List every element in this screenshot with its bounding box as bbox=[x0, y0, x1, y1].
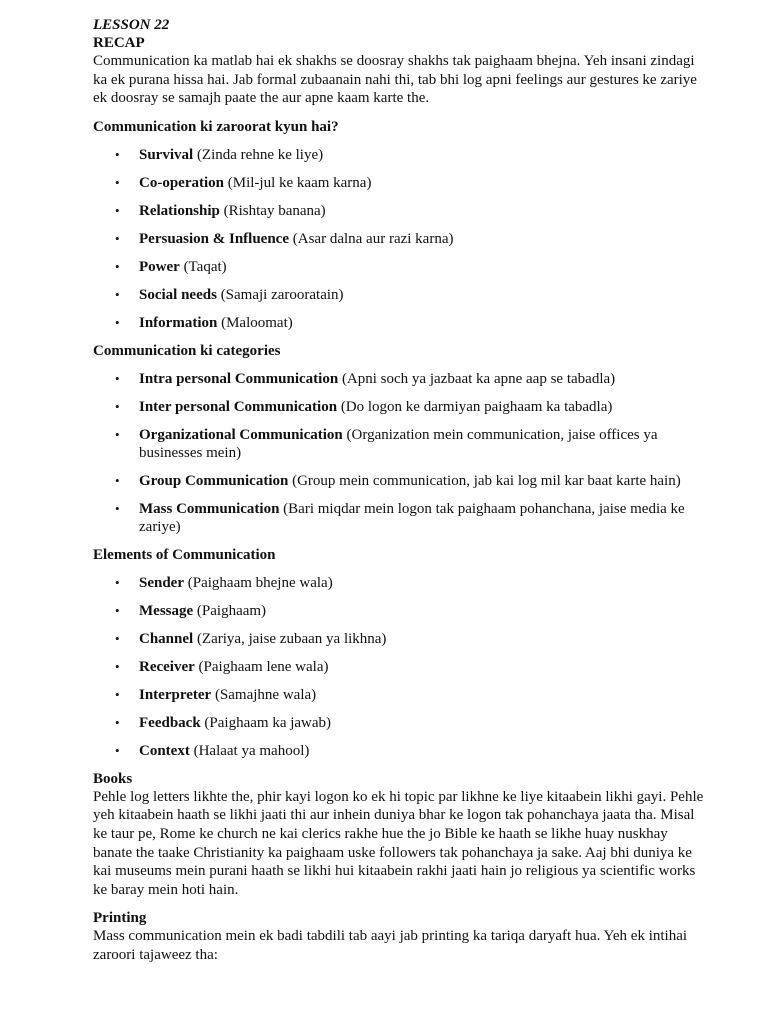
list-item-desc: (Zariya, jaise zubaan ya likhna) bbox=[193, 630, 387, 647]
need-list bbox=[93, 146, 708, 332]
books-paragraph: Pehle log letters likhte the, phir kayi logon ko ek hi topic par likhne ke liye kitaabein likhi gayi. Pehle yeh kitaabein haath se likhi jaati thi aur inhein duniya bhar ke logon tak pohanchaya jaata tha. Misal ke taur pe, Rome ke church ne kai clerics rakhe hue the jo Bible ke haath se likhe huay nuskhay banate the taake Christianity ka paighaam uske followers tak pohanchaya ja sake. Aaj bhi duniya ke kai museums mein purani haath se likhi hui kitaabein rakhi jaati hain jo religious ya scientific works ke baray mein hoti hain. bbox=[93, 788, 704, 898]
list-item bbox=[93, 258, 708, 276]
list-item bbox=[93, 230, 708, 248]
list-item-desc: (Paighaam) bbox=[193, 602, 267, 619]
list-item-term: Receiver bbox=[139, 658, 195, 675]
categories-heading: Communication ki categories bbox=[93, 342, 281, 359]
list-item bbox=[93, 174, 708, 192]
list-item-desc: (Zinda rehne ke liye) bbox=[193, 146, 324, 163]
list-item-term: Survival bbox=[139, 146, 194, 163]
bullet-icon: • bbox=[115, 742, 120, 758]
bullet-icon: • bbox=[115, 286, 120, 302]
printing-paragraph: Mass communication mein ek badi tabdili tab aayi jab printing ka tariqa daryaft hua. Yeh ek intihai zaroori tajaweez tha: bbox=[93, 928, 688, 963]
recap-paragraph: Communication ka matlab hai ek shakhs se doosray shakhs tak paighaam bhejna. Yeh insani zindagi ka ek purana hissa hai. Jab formal zubaanain nahi thi, tab bhi log apni feelings aur gestures ke zariye ek doosray se samajh paate the aur apne kaam karte the. bbox=[93, 53, 697, 107]
list-item bbox=[93, 398, 708, 416]
list-item-desc: (Taqat) bbox=[179, 258, 227, 275]
list-item bbox=[93, 146, 708, 164]
list-item-desc: (Mil-jul ke kaam karna) bbox=[224, 174, 372, 191]
bullet-icon: • bbox=[115, 258, 120, 274]
list-item bbox=[93, 500, 708, 536]
list-item-term: Information bbox=[139, 314, 218, 331]
list-item-desc: (Samajhne wala) bbox=[211, 686, 317, 703]
bullet-icon: • bbox=[115, 500, 120, 516]
list-item-desc: (Apni soch ya jazbaat ka apne aap se tabadla) bbox=[338, 370, 616, 387]
recap-heading: RECAP bbox=[93, 35, 145, 51]
list-item bbox=[93, 686, 708, 704]
list-item bbox=[93, 426, 708, 462]
list-item-desc: (Organization mein communication, jaise offices ya businesses mein) bbox=[139, 426, 658, 461]
list-item-desc: (Paighaam lene wala) bbox=[194, 658, 329, 675]
list-item-desc: (Rishtay banana) bbox=[219, 202, 326, 219]
list-item-desc: (Do logon ke darmiyan paighaam ka tabadla) bbox=[337, 398, 613, 415]
bullet-icon: • bbox=[115, 574, 120, 590]
list-item-term: Inter personal Communication bbox=[139, 398, 338, 415]
bullet-icon: • bbox=[115, 686, 120, 702]
lesson-title: LESSON 22 bbox=[93, 17, 170, 33]
bullet-icon: • bbox=[115, 630, 120, 646]
list-item bbox=[93, 202, 708, 220]
list-item bbox=[93, 314, 708, 332]
list-item-desc: (Samaji zarooratain) bbox=[216, 286, 344, 303]
list-item-desc: (Paighaam bhejne wala) bbox=[184, 574, 333, 591]
bullet-icon: • bbox=[115, 146, 120, 162]
list-item-term: Intra personal Communication bbox=[139, 370, 339, 387]
bullet-icon: • bbox=[115, 658, 120, 674]
list-item-term: Co-operation bbox=[139, 174, 224, 191]
list-item-term: Group Communication bbox=[139, 472, 289, 489]
list-item bbox=[93, 286, 708, 304]
list-item bbox=[93, 574, 708, 592]
list-item-desc: (Asar dalna aur razi karna) bbox=[289, 230, 454, 247]
list-item-term: Mass Communication bbox=[139, 500, 280, 517]
list-item bbox=[93, 602, 708, 620]
list-item-term: Power bbox=[139, 258, 180, 275]
elements-list bbox=[93, 574, 708, 760]
list-item-desc: (Bari miqdar mein logon tak paighaam pohanchana, jaise media ke zariye) bbox=[139, 500, 685, 535]
list-item-term: Context bbox=[139, 742, 190, 759]
categories-list bbox=[93, 370, 708, 536]
list-item-term: Relationship bbox=[139, 202, 220, 219]
bullet-icon: • bbox=[115, 426, 120, 442]
bullet-icon: • bbox=[115, 714, 120, 730]
bullet-icon: • bbox=[115, 230, 120, 246]
list-item-term: Feedback bbox=[139, 714, 201, 731]
bullet-icon: • bbox=[115, 370, 120, 386]
list-item bbox=[93, 370, 708, 388]
elements-heading: Elements of Communication bbox=[93, 546, 276, 563]
bullet-icon: • bbox=[115, 602, 120, 618]
list-item-desc: (Halaat ya mahool) bbox=[189, 742, 310, 759]
bullet-icon: • bbox=[115, 472, 120, 488]
books-heading: Books bbox=[93, 770, 133, 787]
list-item bbox=[93, 714, 708, 732]
list-item-desc: (Paighaam ka jawab) bbox=[200, 714, 332, 731]
list-item-desc: (Maloomat) bbox=[217, 314, 293, 331]
list-item-term: Organizational Communication bbox=[139, 426, 343, 443]
bullet-icon: • bbox=[115, 202, 120, 218]
need-heading: Communication ki zaroorat kyun hai? bbox=[93, 118, 339, 135]
bullet-icon: • bbox=[115, 314, 120, 330]
printing-heading: Printing bbox=[93, 910, 147, 927]
list-item bbox=[93, 658, 708, 676]
list-item-term: Interpreter bbox=[139, 686, 212, 703]
list-item bbox=[93, 630, 708, 648]
bullet-icon: • bbox=[115, 398, 120, 414]
list-item-term: Message bbox=[139, 602, 194, 619]
list-item-term: Channel bbox=[139, 630, 194, 647]
list-item-term: Persuasion & Influence bbox=[139, 230, 289, 247]
list-item bbox=[93, 472, 708, 490]
list-item-term: Sender bbox=[139, 574, 184, 591]
list-item bbox=[93, 742, 708, 760]
list-item-term: Social needs bbox=[139, 286, 217, 303]
bullet-icon: • bbox=[115, 174, 120, 190]
list-item-desc: (Group mein communication, jab kai log mil kar baat karte hain) bbox=[288, 472, 681, 489]
